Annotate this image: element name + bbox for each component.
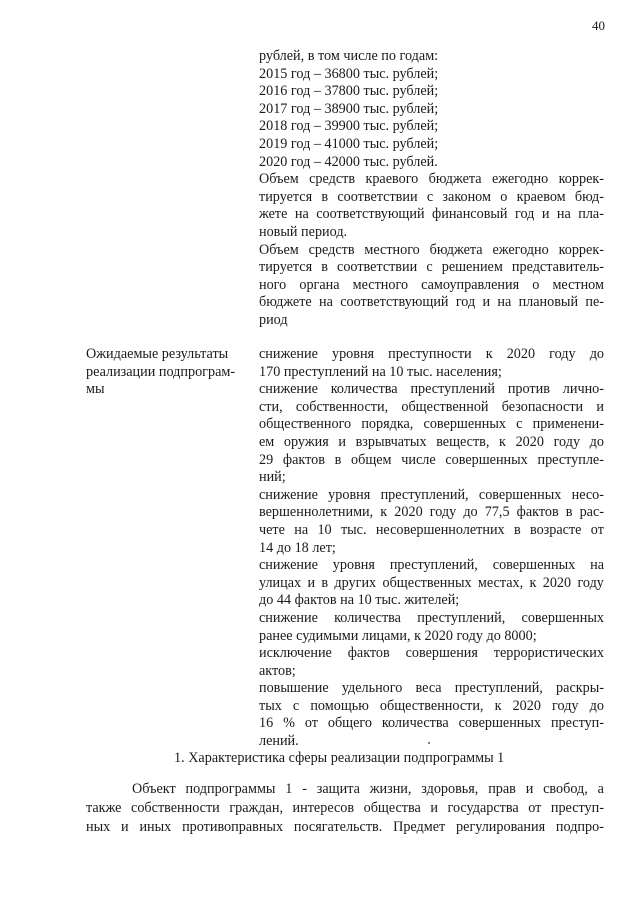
result-line bbox=[259, 381, 604, 399]
word: 2020 bbox=[512, 697, 541, 714]
word: 2020 bbox=[394, 504, 423, 521]
word: от bbox=[528, 800, 542, 816]
result-line: актов; bbox=[259, 662, 296, 679]
word: к bbox=[494, 697, 502, 714]
word: плановый bbox=[518, 294, 579, 311]
word: совершенных bbox=[492, 557, 576, 574]
word: уровня bbox=[331, 346, 375, 362]
word: соответствии bbox=[337, 188, 418, 205]
funding-block bbox=[259, 48, 604, 330]
body-line bbox=[86, 799, 604, 818]
body-line bbox=[86, 780, 604, 799]
word: от bbox=[590, 521, 604, 538]
word: фактов bbox=[282, 451, 325, 468]
word: бюджета bbox=[428, 171, 482, 188]
word: и bbox=[307, 574, 316, 591]
word: числе bbox=[401, 451, 436, 468]
word: до bbox=[589, 697, 604, 714]
word: году bbox=[429, 504, 457, 521]
funding-line: 2016 год – 37800 тыс. рублей; bbox=[259, 83, 439, 100]
word: ежегодно bbox=[492, 241, 549, 258]
word: в bbox=[565, 504, 573, 521]
result-line bbox=[259, 557, 604, 575]
result-line bbox=[259, 698, 604, 716]
word: 2020 bbox=[506, 346, 536, 362]
word: жете bbox=[259, 206, 288, 223]
word: порядка, bbox=[361, 416, 414, 433]
word: террористических bbox=[493, 645, 604, 662]
funding-line: 2015 год – 36800 тыс. рублей; bbox=[259, 65, 439, 82]
funding-line: 2020 год – 42000 тыс. рублей. bbox=[259, 153, 438, 170]
word: веса bbox=[415, 680, 442, 697]
word: общем bbox=[351, 451, 392, 468]
section-heading: 1. Характеристика сферы реализации подпрограммы 1 bbox=[174, 750, 505, 766]
word: к bbox=[380, 504, 388, 521]
word: преступлений bbox=[410, 381, 495, 398]
word: ежегодно bbox=[491, 171, 549, 188]
word: количества bbox=[330, 381, 398, 398]
word: снижение bbox=[259, 609, 318, 626]
word: год bbox=[455, 294, 476, 311]
word: году bbox=[577, 574, 604, 591]
word: преступлений, bbox=[417, 609, 506, 626]
word: взрывчатых bbox=[355, 433, 427, 450]
word: и bbox=[121, 819, 129, 835]
word: финансовый bbox=[432, 206, 508, 223]
word: общественных bbox=[382, 574, 472, 591]
word: соответствии bbox=[337, 259, 418, 276]
word: оружия bbox=[283, 433, 329, 450]
word: на bbox=[319, 294, 333, 311]
word: средств bbox=[308, 241, 355, 258]
word: решением bbox=[441, 259, 503, 276]
word: раскры- bbox=[556, 680, 604, 697]
word: ем bbox=[259, 433, 275, 450]
result-line bbox=[259, 645, 604, 663]
funding-line: 2018 год – 39900 тыс. рублей; bbox=[259, 118, 439, 135]
word: регулирования bbox=[456, 819, 546, 835]
word: в bbox=[321, 259, 328, 276]
word: 2020 bbox=[542, 574, 572, 591]
word: фактов bbox=[516, 504, 559, 521]
word: краевом bbox=[516, 188, 566, 205]
word: году bbox=[549, 346, 576, 362]
word: преступлений, bbox=[389, 557, 478, 574]
word: 1 bbox=[285, 781, 293, 797]
word: тируется bbox=[259, 259, 313, 276]
result-line: до 44 фактов на 10 тыс. жителей; bbox=[259, 592, 460, 609]
result-line: лений. bbox=[259, 733, 299, 750]
word: количества bbox=[381, 715, 449, 732]
word: на bbox=[556, 206, 571, 223]
word: в bbox=[321, 188, 329, 205]
paragraph-line bbox=[259, 171, 604, 189]
word: совершенных bbox=[445, 451, 528, 468]
word: несовершеннолетних bbox=[375, 521, 505, 538]
result-line: ранее судимыми лицами, к 2020 году до 8000; bbox=[259, 627, 537, 644]
word: несо- bbox=[571, 486, 604, 503]
scan-speck bbox=[428, 742, 430, 744]
word: совершенных bbox=[478, 486, 562, 503]
word: представитель- bbox=[511, 259, 604, 276]
word: тыс. bbox=[340, 521, 367, 538]
word: совершенных bbox=[423, 416, 506, 433]
result-line bbox=[259, 434, 604, 452]
word: применени- bbox=[532, 416, 604, 433]
word: в bbox=[334, 451, 342, 468]
word: бюд- bbox=[574, 188, 604, 205]
word: 10 bbox=[317, 521, 332, 538]
result-line bbox=[259, 504, 604, 522]
word: год bbox=[514, 206, 535, 223]
word: с bbox=[292, 697, 300, 714]
word: преступлений, bbox=[454, 680, 543, 697]
word: 29 bbox=[259, 451, 274, 468]
word: и bbox=[482, 294, 491, 311]
word: помощью bbox=[310, 697, 369, 714]
paragraph-line bbox=[259, 294, 604, 312]
word: с bbox=[426, 188, 434, 205]
word: количества bbox=[334, 609, 401, 626]
result-line bbox=[259, 610, 604, 628]
word: на bbox=[590, 557, 604, 574]
word: прав bbox=[488, 781, 516, 797]
word: собственности, bbox=[295, 398, 389, 415]
word: к bbox=[499, 433, 506, 450]
word: до bbox=[463, 504, 478, 521]
word: фактов bbox=[347, 645, 390, 662]
page-number: 40 bbox=[592, 18, 605, 33]
word: сти, bbox=[259, 398, 283, 415]
word: 16 bbox=[259, 715, 274, 732]
word: и bbox=[525, 781, 534, 797]
word: уровня bbox=[328, 486, 371, 503]
word: совершенных bbox=[521, 609, 604, 626]
word: в bbox=[321, 574, 329, 591]
paragraph-line bbox=[259, 277, 604, 295]
word: совершения bbox=[405, 645, 478, 662]
word: общественного bbox=[259, 416, 352, 433]
word: местах, bbox=[477, 574, 524, 591]
word: совершенных bbox=[458, 715, 542, 732]
word: тых bbox=[259, 697, 282, 714]
word: преступле- bbox=[537, 451, 604, 468]
word: посягательств. bbox=[293, 819, 383, 835]
word: на bbox=[294, 206, 309, 223]
word: улицах bbox=[259, 574, 302, 591]
word: веществ, bbox=[436, 433, 490, 450]
word: органа bbox=[299, 276, 340, 293]
word: году bbox=[552, 697, 579, 714]
result-line: ний; bbox=[259, 469, 286, 486]
word: 2020 bbox=[515, 433, 544, 450]
word: Объект bbox=[132, 781, 176, 797]
word: местном bbox=[552, 276, 604, 293]
word: снижение bbox=[259, 486, 318, 503]
word: бюджете bbox=[259, 294, 312, 311]
word: исключение bbox=[259, 645, 332, 662]
word: безопасности bbox=[501, 398, 584, 415]
local-budget-paragraph bbox=[259, 242, 604, 330]
result-line bbox=[259, 346, 604, 364]
word: ных bbox=[86, 819, 111, 835]
label-line: Ожидаемые результаты bbox=[86, 346, 229, 362]
word: соответствующий bbox=[316, 206, 425, 223]
result-line bbox=[259, 680, 604, 698]
word: году bbox=[553, 433, 581, 450]
word: % bbox=[283, 715, 295, 732]
word: против bbox=[507, 381, 550, 398]
word: с bbox=[516, 416, 523, 433]
word: интересов bbox=[292, 800, 355, 816]
regional-budget-paragraph bbox=[259, 171, 604, 241]
word: Объем bbox=[259, 171, 299, 188]
word: снижение bbox=[259, 381, 318, 398]
funding-line: 2019 год – 41000 тыс. рублей; bbox=[259, 135, 439, 152]
word: тируется bbox=[259, 188, 313, 205]
word: общественности, bbox=[379, 697, 484, 714]
word: снижение bbox=[259, 557, 318, 574]
word: иных bbox=[139, 819, 172, 835]
word: свобод, bbox=[543, 781, 588, 797]
word: о bbox=[532, 276, 540, 293]
word: общества bbox=[363, 800, 421, 816]
word: до bbox=[589, 346, 604, 362]
word: здоровья, bbox=[421, 781, 479, 797]
word: о bbox=[500, 188, 508, 205]
word: повышение bbox=[259, 680, 329, 697]
word: пла- bbox=[578, 206, 604, 223]
word: возрасте bbox=[529, 521, 582, 538]
word: преступлений, bbox=[380, 486, 469, 503]
result-line bbox=[259, 715, 604, 733]
result-line bbox=[259, 452, 604, 470]
word: к bbox=[529, 574, 537, 591]
word: Объем bbox=[259, 241, 299, 258]
word: на bbox=[294, 521, 309, 538]
word: - bbox=[302, 781, 307, 797]
paragraph-line: риод bbox=[259, 311, 288, 328]
paragraph-line bbox=[259, 189, 604, 207]
word: и bbox=[430, 800, 438, 816]
word: рас- bbox=[579, 504, 604, 521]
word: на bbox=[497, 294, 512, 311]
funding-line: 2017 год – 38900 тыс. рублей; bbox=[259, 100, 439, 117]
word: от bbox=[304, 715, 318, 732]
word: преступ- bbox=[550, 715, 604, 732]
result-line bbox=[259, 399, 604, 417]
word: собственности bbox=[131, 800, 220, 816]
label-line: реализации подпрограм- bbox=[86, 363, 236, 380]
word: законом bbox=[442, 188, 491, 205]
word: противоправных bbox=[182, 819, 284, 835]
word: и bbox=[338, 433, 346, 450]
word: местного bbox=[352, 276, 409, 293]
word: уровня bbox=[332, 557, 375, 574]
expected-results-text bbox=[259, 346, 604, 751]
label-line: мы bbox=[86, 381, 105, 398]
word: преступности bbox=[388, 346, 472, 362]
paragraph-line bbox=[259, 259, 604, 277]
word: с bbox=[426, 259, 433, 276]
word: пе- bbox=[585, 294, 604, 311]
word: бюджета bbox=[429, 241, 483, 258]
word: 77,5 bbox=[484, 504, 510, 521]
word: самоуправления bbox=[421, 276, 520, 293]
funding-line: рублей, в том числе по годам: bbox=[259, 48, 439, 64]
result-line bbox=[259, 487, 604, 505]
result-line bbox=[259, 575, 604, 593]
result-line bbox=[259, 522, 604, 540]
word: лично- bbox=[562, 381, 604, 398]
word: снижение bbox=[259, 346, 318, 362]
word: местного bbox=[364, 241, 420, 258]
word: Предмет bbox=[393, 819, 446, 835]
word: удельного bbox=[341, 680, 403, 697]
word: граждан, bbox=[229, 800, 283, 816]
result-line: 14 до 18 лет; bbox=[259, 539, 336, 556]
word: ного bbox=[259, 276, 287, 293]
result-line bbox=[259, 416, 604, 434]
word: общественной bbox=[401, 398, 489, 415]
word: средств bbox=[309, 171, 356, 188]
word: коррек- bbox=[558, 171, 604, 188]
word: краевого bbox=[365, 171, 419, 188]
body-line bbox=[86, 818, 604, 837]
word: и bbox=[541, 206, 550, 223]
word: подпро- bbox=[555, 819, 604, 835]
word: также bbox=[86, 800, 122, 816]
paragraph-line bbox=[259, 242, 604, 260]
word: жизни, bbox=[369, 781, 412, 797]
word: преступ- bbox=[550, 800, 604, 816]
word: соответствующий bbox=[340, 294, 449, 311]
word: вершеннолетними, bbox=[259, 504, 374, 521]
word: общего bbox=[327, 715, 372, 732]
word: чете bbox=[259, 521, 285, 538]
word: государства bbox=[447, 800, 519, 816]
word: защита bbox=[316, 781, 360, 797]
paragraph-line bbox=[259, 206, 604, 224]
paragraph-line: новый период. bbox=[259, 223, 348, 240]
word: до bbox=[589, 433, 604, 450]
word: в bbox=[513, 521, 521, 538]
expected-results-label bbox=[86, 346, 256, 399]
word: коррек- bbox=[558, 241, 604, 258]
word: подпрограммы bbox=[185, 781, 276, 797]
word: других bbox=[334, 574, 377, 591]
word: к bbox=[485, 346, 493, 362]
result-line: 170 преступлений на 10 тыс. населения; bbox=[259, 363, 502, 380]
word: и bbox=[596, 398, 604, 415]
word: а bbox=[597, 781, 604, 797]
body-paragraph bbox=[86, 780, 604, 837]
